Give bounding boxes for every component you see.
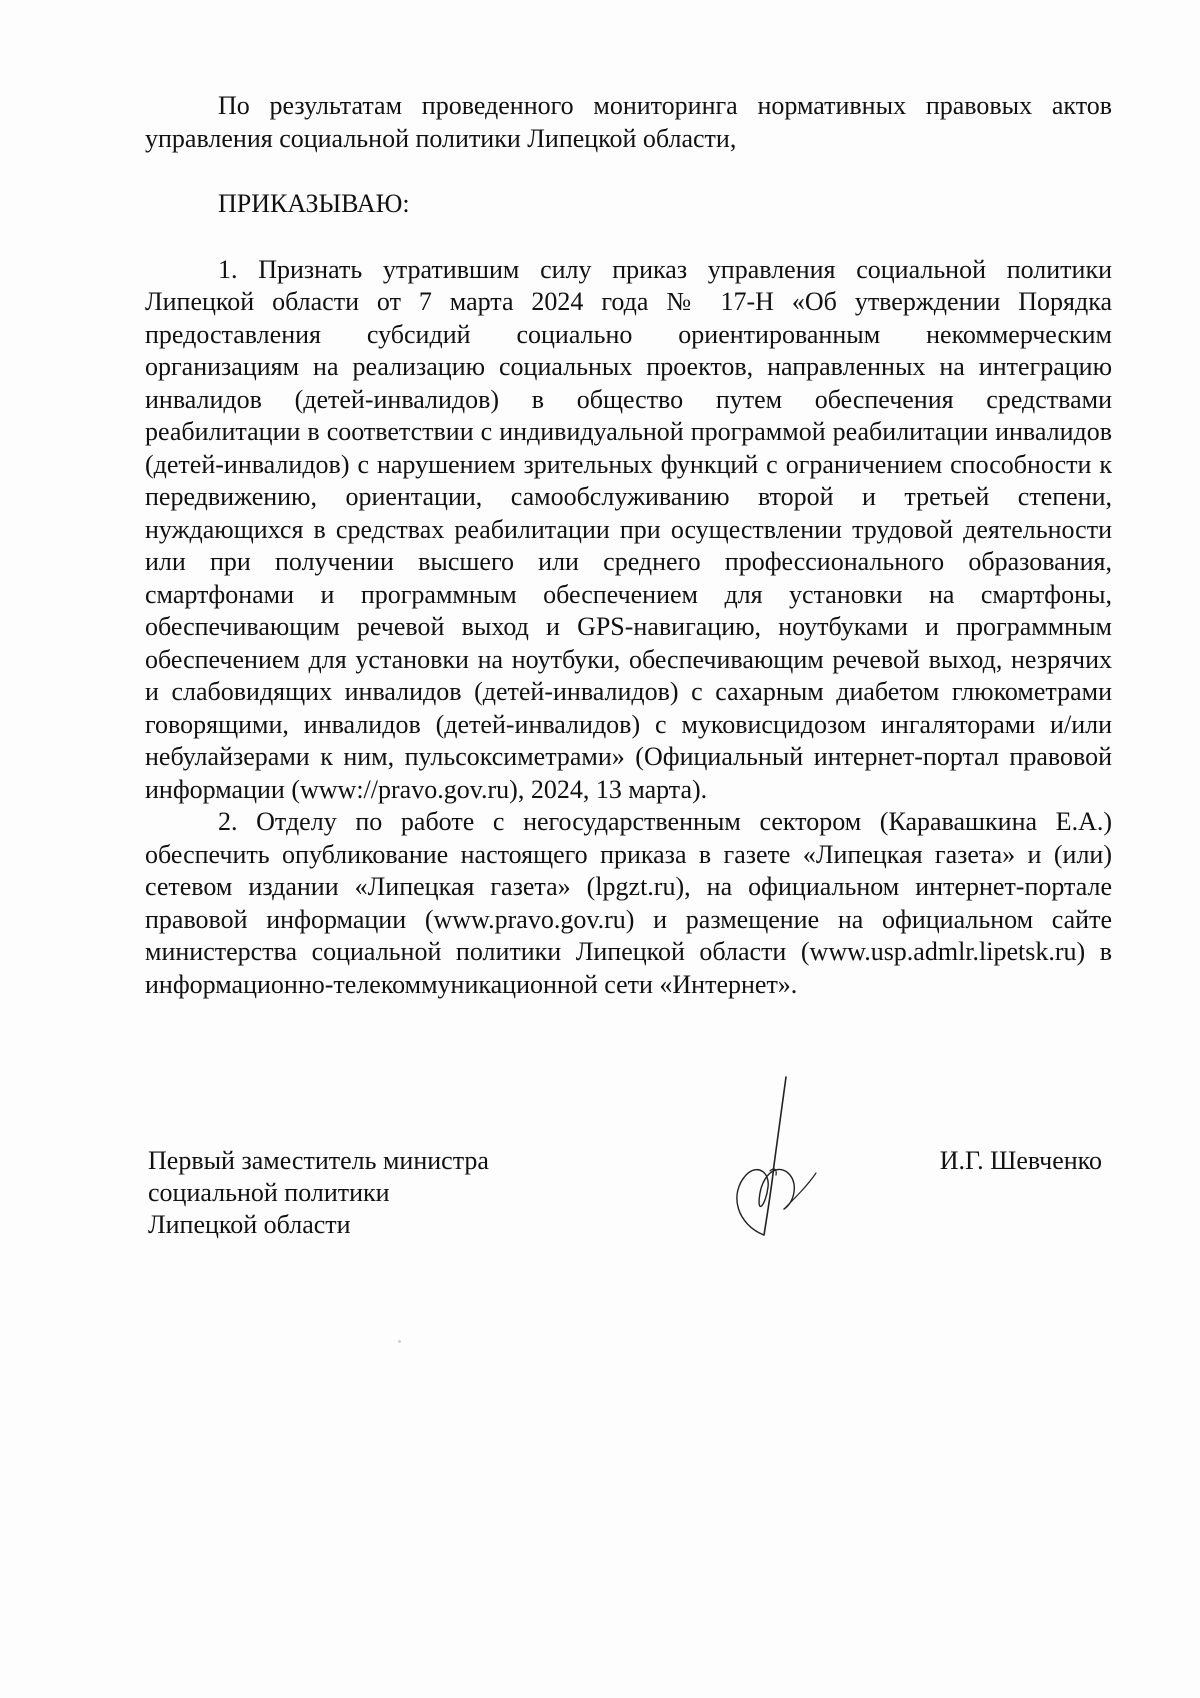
position-line-1: Первый заместитель министра — [148, 1146, 489, 1175]
handwritten-signature-icon — [698, 1075, 818, 1245]
signatory-position — [148, 1145, 489, 1241]
order-item-1: 1. Признать утратившим силу приказ управления социальной политики Липецкой области от 7 марта 2024 года № 17-Н «Об утверждении Порядка предоставления субсидий социально ориентированным некоммерческим организациям на реализацию социальных проектов, направленных на интеграцию инвалидов (детей-инвалидов) в общество путем обеспечения средствами реабилитации в соответствии с индивидуальной программой реабилитации инвалидов (детей-инвалидов) с нарушением зрительных функций с ограничением способности к передвижению, ориентации, самообслуживанию второй и третьей степени, нуждающихся в средствах реабилитации при осуществлении трудовой деятельности или при получении высшего или среднего профессионального образования, смартфонами и программным обеспечением для установки на смартфоны, обеспечивающим речевой выход и GPS-навигацию, ноутбуками и программным обеспечением для установки на ноутбуки, обеспечивающим речевой выход, незрячих и слабовидящих инвалидов (детей-инвалидов) с сахарным диабетом глюкометрами говорящими, инвалидов (детей-инвалидов) с муковисцидозом ингаляторами и/или небулайзерами к ним, пульсоксиметрами» (Официальный интернет-портал правовой информации (www://pravo.gov.ru), 2024, 13 марта). — [145, 254, 1112, 804]
position-line-3: Липецкой области — [148, 1210, 351, 1239]
document-body — [145, 90, 1112, 1001]
position-line-2: социальной политики — [148, 1178, 390, 1207]
order-word: ПРИКАЗЫВАЮ: — [218, 189, 410, 218]
preamble-paragraph: По результатам проведенного мониторинга нормативных правовых актов управления социальной политики Липецкой области, — [145, 91, 1112, 153]
order-item-2: 2. Отделу по работе с негосударственным сектором (Каравашкина Е.А.) обеспечить опубликование настоящего приказа в газете «Липецкая газета» и (или) сетевом издании «Липецкая газета» (lpgzt.ru), на официальном интернет-портале правовой информации (www.pravo.gov.ru) и размещение на официальном сайте министерства социальной политики Липецкой области (www.usp.admlr.lipetsk.ru) в информационно-телекоммуникационной сети «Интернет». — [145, 807, 1112, 999]
signature-block — [148, 1145, 1108, 1265]
signatory-name: И.Г. Шевченко — [939, 1146, 1102, 1175]
scan-speck — [398, 1340, 401, 1343]
